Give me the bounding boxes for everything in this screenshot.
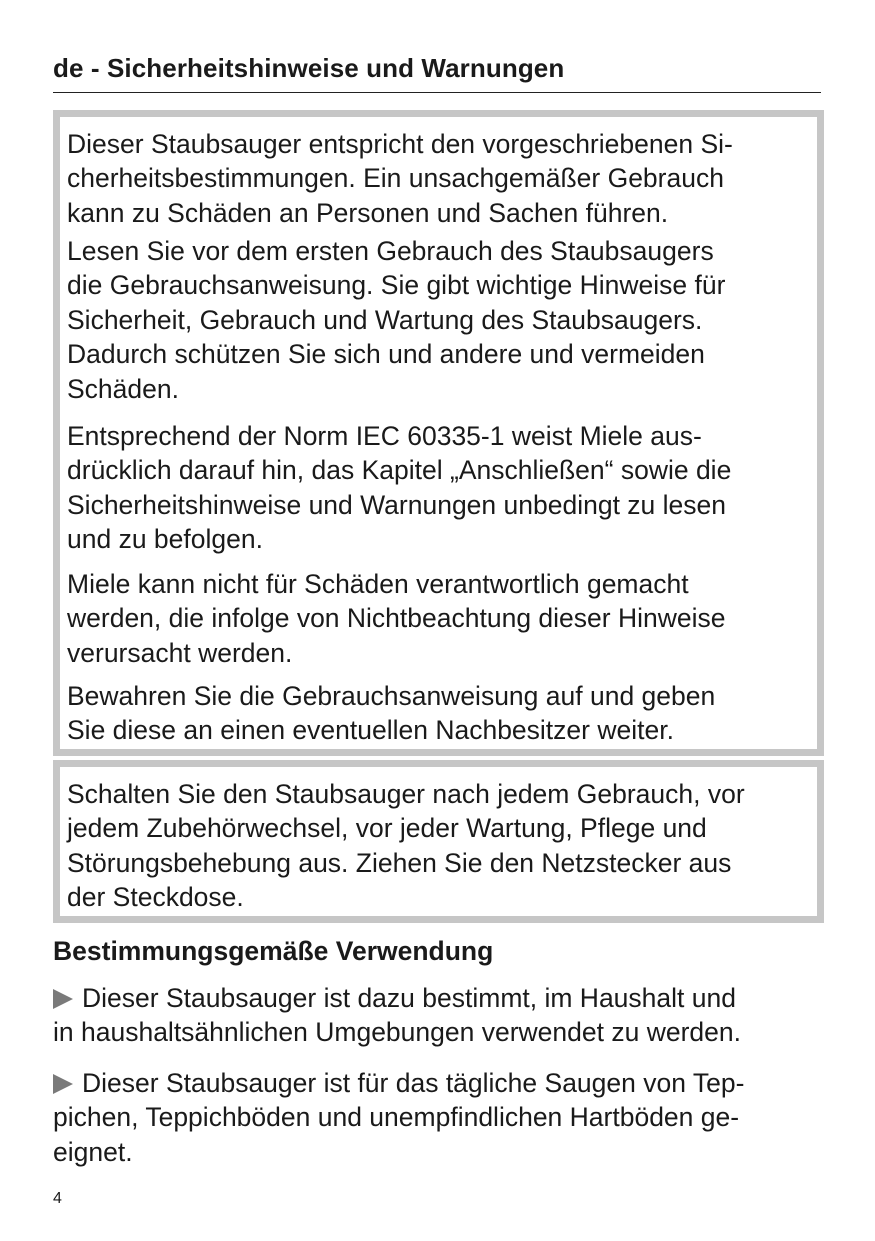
- intended-use-heading: Bestimmungsgemäße Verwendung: [53, 936, 494, 966]
- power-off-warning-box: [53, 760, 824, 923]
- intended-use-item: [53, 981, 741, 1050]
- notice-paragraph: Lesen Sie vor dem ersten Gebrauch des Staubsaugers die Gebrauchsanweisung. Sie gibt wichtige Hinweise für Sicherheit, Gebrauch und Wartung des Staubsaugers. Dadurch schützen Sie sich und andere und vermeiden Schäden.: [67, 236, 726, 404]
- intended-use-item-text: Dieser Staubsauger ist dazu bestimmt, im Haushalt und in haushaltsähnlichen Umgebungen verwendet zu werden.: [53, 983, 741, 1048]
- notice-paragraph: Bewahren Sie die Gebrauchsanweisung auf und geben Sie diese an einen eventuellen Nachbesitzer weiter.: [67, 681, 716, 746]
- page-header: [53, 50, 821, 93]
- notice-paragraph: Miele kann nicht für Schäden verantwortlich gemacht werden, die infolge von Nichtbeachtung dieser Hinweise verursacht werden.: [67, 569, 726, 668]
- warning-paragraph: Schalten Sie den Staubsauger nach jedem Gebrauch, vor jedem Zubehörwechsel, vor jeder Wartung, Pflege und Störungsbehebung aus. Ziehen Sie den Netzstecker aus der Steckdose.: [67, 779, 745, 913]
- intended-use-item-text: Dieser Staubsauger ist für das tägliche Saugen von Tep- pichen, Teppichböden und unempfindlichen Hartböden ge- eignet.: [53, 1068, 745, 1167]
- notice-paragraph: Dieser Staubsauger entspricht den vorgeschriebenen Si- cherheitsbestimmungen. Ein unsachgemäßer Gebrauch kann zu Schäden an Personen und Sachen führen.: [67, 129, 733, 228]
- play-arrow-icon: [53, 1074, 73, 1094]
- safety-notice-box: [53, 110, 824, 756]
- notice-paragraph: Entsprechend der Norm IEC 60335-1 weist Miele aus- drücklich darauf hin, das Kapitel „Anschließen“ sowie die Sicherheitshinweise und Warnungen unbedingt zu lesen und zu befolgen.: [67, 421, 732, 555]
- page-number: 4: [53, 1190, 62, 1207]
- play-arrow-icon: [53, 989, 73, 1009]
- section-header-title: de - Sicherheitshinweise und Warnungen: [53, 53, 565, 83]
- intended-use-item: [53, 1066, 744, 1169]
